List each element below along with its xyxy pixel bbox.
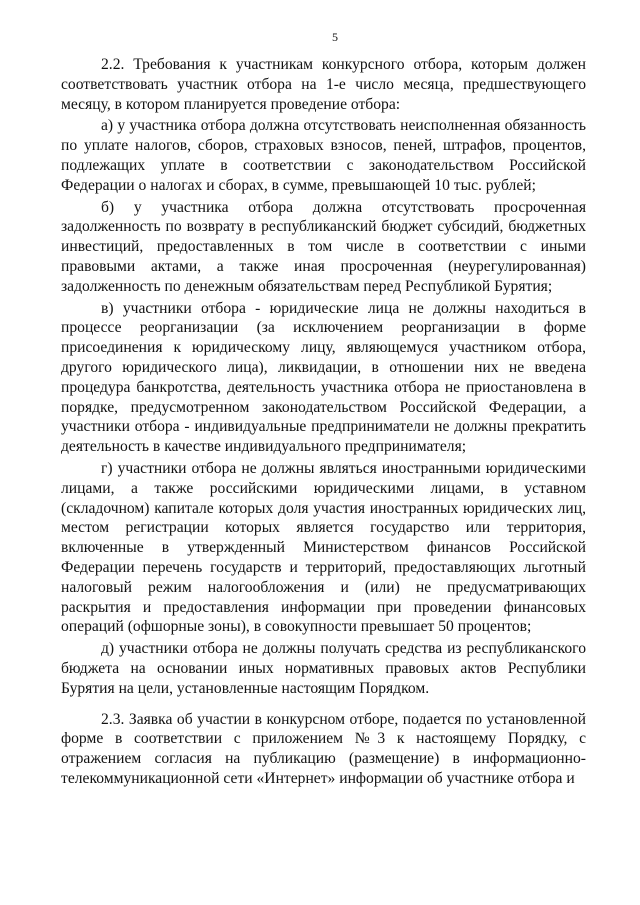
page-number: 5	[332, 30, 338, 44]
document-body	[61, 55, 586, 789]
paragraph-2-2: 2.2. Требования к участникам конкурсного отбора, которым должен соответствовать участник отбора на 1-е число месяца, предшествующего месяцу, в котором планируется проведение отбора:	[61, 56, 586, 113]
paragraph-2-2-d: д) участники отбора не должны получать средства из республиканского бюджета на основании иных нормативных правовых актов Республики Бурятия на цели, установленные настоящим Порядком.	[61, 640, 586, 697]
paragraph-2-2-a: а) у участника отбора должна отсутствовать неисполненная обязанность по уплате налогов, сборов, страховых взносов, пеней, штрафов, процентов, подлежащих уплате в соответствии с законодательством Российской Федерации о налогах и сборах, в сумме, превышающей 10 тыс. рублей;	[61, 117, 586, 194]
paragraph-2-2-b: б) у участника отбора должна отсутствовать просроченная задолженность по возврату в республиканский бюджет субсидий, бюджетных инвестиций, предоставленных в том числе в соответствии с иными правовыми актами, а также иная просроченная (неурегулированная) задолженность по денежным обязательствам перед Республикой Бурятия;	[61, 198, 586, 295]
paragraph-2-2-g: г) участники отбора не должны являться иностранными юридическими лицами, а также российскими юридическими лицами, в уставном (складочном) капитале которых доля участия иностранных юридических лиц, местом регистрации которых является государство или территория, включенные в утвержденный Министерством финансов Российской Федерации перечень государств и территорий, предоставляющих льготный налоговый режим налогообложения и (или) не предусматривающих раскрытия и предоставления информации при проведении финансовых операций (офшорные зоны), в совокупности превышает 50 процентов;	[61, 459, 586, 636]
paragraph-2-3: 2.3. Заявка об участии в конкурсном отборе, подается по установленной форме в соответствии с приложением №3 к настоящему Порядку, с отражением согласия на публикацию (размещение) в информационно-телекоммуникационной сети «Интернет» информации об участнике отбора и	[61, 710, 586, 787]
paragraph-2-2-v: в) участники отбора - юридические лица не должны находиться в процессе реорганизации (за исключением реорганизации в форме присоединения к юридическому лицу, являющемуся участником отбора, другого юридического лица), ликвидации, в отношении них не введена процедура банкротства, деятельность участника отбора не приостановлена в порядке, предусмотренном законодательством Российской Федерации, а участники отбора - индивидуальные предприниматели не должны прекратить деятельность в качестве индивидуального предпринимателя;	[61, 299, 586, 456]
